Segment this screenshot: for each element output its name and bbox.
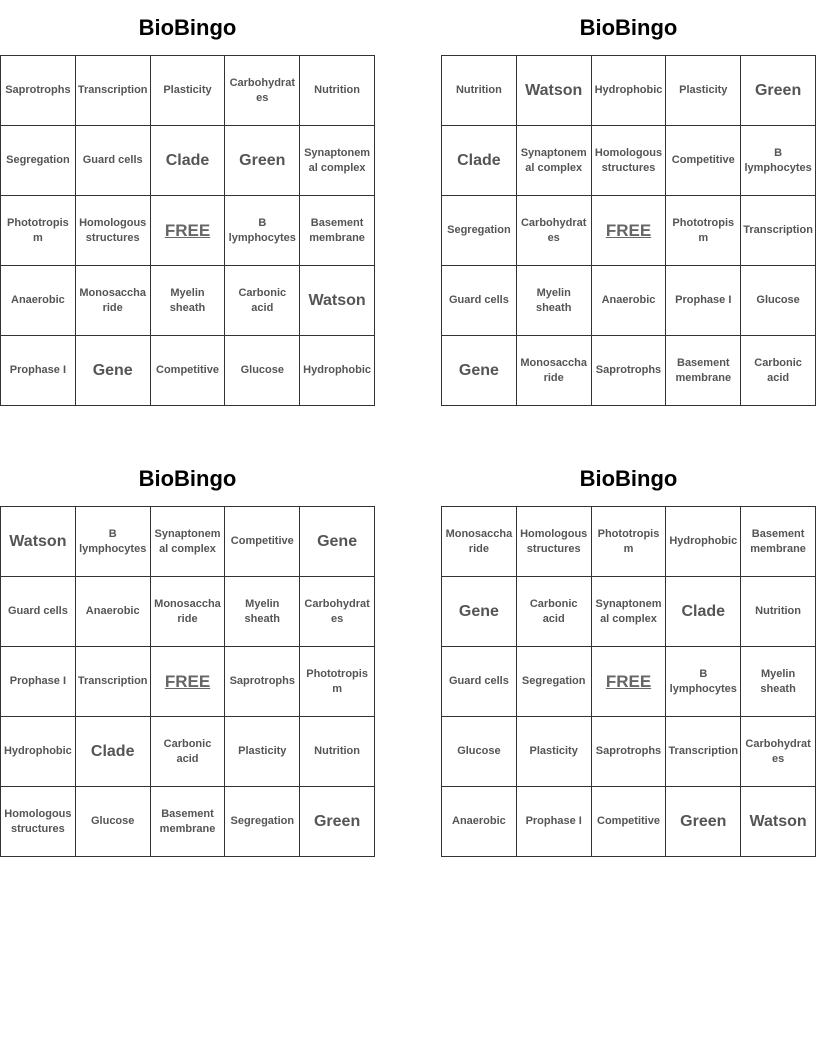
bingo-cell: Prophase I	[666, 266, 741, 336]
bingo-grid	[0, 55, 375, 406]
bingo-cell: Anaerobic	[442, 787, 517, 857]
bingo-cell: Basement membrane	[151, 787, 226, 857]
bingo-cell: Nutrition	[442, 56, 517, 126]
bingo-cell: Gene	[442, 336, 517, 406]
bingo-cell: Saprotrophs	[592, 336, 667, 406]
bingo-cell: Monosaccharide	[151, 577, 226, 647]
bingo-cell: Transcription	[666, 717, 741, 787]
bingo-cell: Transcription	[76, 56, 151, 126]
bingo-cell: Segregation	[517, 647, 592, 717]
bingo-cell: Synaptonemal complex	[592, 577, 667, 647]
bingo-cell: Carbohydrates	[300, 577, 375, 647]
card-title: BioBingo	[138, 466, 237, 491]
bingo-grid	[441, 55, 816, 406]
bingo-cell: Synaptonemal complex	[151, 507, 226, 577]
bingo-cell: Anaerobic	[1, 266, 76, 336]
bingo-cell: Basement membrane	[741, 507, 816, 577]
bingo-cell: B lymphocytes	[666, 647, 741, 717]
bingo-cell: Nutrition	[741, 577, 816, 647]
bingo-cell: Basement membrane	[300, 196, 375, 266]
bingo-cell: Myelin sheath	[517, 266, 592, 336]
bingo-cell: Competitive	[151, 336, 226, 406]
bingo-cell: Carbohydrates	[741, 717, 816, 787]
bingo-cell: Homologous structures	[517, 507, 592, 577]
bingo-cell: Phototropism	[300, 647, 375, 717]
bingo-cell: Glucose	[442, 717, 517, 787]
bingo-cell: Hydrophobic	[666, 507, 741, 577]
bingo-cell: B lymphocytes	[225, 196, 300, 266]
bingo-cell: Phototropism	[1, 196, 76, 266]
bingo-cell: Monosaccharide	[76, 266, 151, 336]
bingo-grid	[0, 506, 375, 857]
bingo-cell: Plasticity	[225, 717, 300, 787]
bingo-cell: Monosaccharide	[442, 507, 517, 577]
free-space-cell: FREE	[151, 647, 226, 717]
bingo-cell: Phototropism	[666, 196, 741, 266]
bingo-cell: Guard cells	[1, 577, 76, 647]
bingo-cell: Myelin sheath	[225, 577, 300, 647]
bingo-cell: Watson	[1, 507, 76, 577]
bingo-card-2	[441, 0, 816, 384]
card-title: BioBingo	[138, 15, 237, 40]
bingo-card-4	[441, 451, 816, 830]
bingo-cell: Watson	[741, 787, 816, 857]
bingo-cell: Saprotrophs	[225, 647, 300, 717]
bingo-cell: Plasticity	[151, 56, 226, 126]
bingo-cell: Transcription	[76, 647, 151, 717]
bingo-cell: Hydrophobic	[592, 56, 667, 126]
bingo-cell: Myelin sheath	[741, 647, 816, 717]
bingo-cell: Guard cells	[442, 266, 517, 336]
bingo-cell: Synaptonemal complex	[517, 126, 592, 196]
bingo-cell: Green	[225, 126, 300, 196]
bingo-card-3	[0, 451, 375, 835]
bingo-cell: Competitive	[225, 507, 300, 577]
bingo-cell: Basement membrane	[666, 336, 741, 406]
bingo-cell: Glucose	[741, 266, 816, 336]
bingo-cell: Green	[666, 787, 741, 857]
bingo-cell: Carbonic acid	[151, 717, 226, 787]
bingo-cell: Carbonic acid	[225, 266, 300, 336]
bingo-cell: Nutrition	[300, 56, 375, 126]
bingo-cell: Guard cells	[442, 647, 517, 717]
bingo-cell: Watson	[517, 56, 592, 126]
bingo-card-1	[0, 0, 375, 379]
bingo-cell: Carbohydrates	[517, 196, 592, 266]
bingo-cell: Glucose	[76, 787, 151, 857]
bingo-cell: B lymphocytes	[76, 507, 151, 577]
bingo-cell: Phototropism	[592, 507, 667, 577]
bingo-cell: Nutrition	[300, 717, 375, 787]
bingo-cell: Monosaccharide	[517, 336, 592, 406]
bingo-cell: Anaerobic	[592, 266, 667, 336]
bingo-cell: Clade	[151, 126, 226, 196]
bingo-cell: Anaerobic	[76, 577, 151, 647]
bingo-cell: Plasticity	[666, 56, 741, 126]
bingo-cell: B lymphocytes	[741, 126, 816, 196]
bingo-cell: Segregation	[225, 787, 300, 857]
bingo-cell: Clade	[666, 577, 741, 647]
bingo-cell: Hydrophobic	[1, 717, 76, 787]
bingo-cell: Competitive	[666, 126, 741, 196]
bingo-cell: Saprotrophs	[592, 717, 667, 787]
bingo-cell: Segregation	[442, 196, 517, 266]
bingo-cell: Gene	[76, 336, 151, 406]
bingo-cell: Green	[741, 56, 816, 126]
bingo-cell: Gene	[300, 507, 375, 577]
bingo-cell: Transcription	[741, 196, 816, 266]
bingo-cell: Homologous structures	[1, 787, 76, 857]
bingo-cell: Carbonic acid	[741, 336, 816, 406]
bingo-cell: Synaptonemal complex	[300, 126, 375, 196]
bingo-cell: Watson	[300, 266, 375, 336]
free-space-cell: FREE	[151, 196, 226, 266]
free-space-cell: FREE	[592, 196, 667, 266]
bingo-cell: Myelin sheath	[151, 266, 226, 336]
bingo-cell: Homologous structures	[592, 126, 667, 196]
bingo-grid	[441, 506, 816, 857]
card-title: BioBingo	[579, 466, 678, 491]
card-title: BioBingo	[579, 15, 678, 40]
bingo-cell: Prophase I	[1, 647, 76, 717]
bingo-cell: Segregation	[1, 126, 76, 196]
bingo-cell: Guard cells	[76, 126, 151, 196]
bingo-cell: Carbonic acid	[517, 577, 592, 647]
bingo-cell: Prophase I	[1, 336, 76, 406]
bingo-cell: Hydrophobic	[300, 336, 375, 406]
bingo-cell: Clade	[442, 126, 517, 196]
bingo-cell: Saprotrophs	[1, 56, 76, 126]
bingo-cell: Carbohydrates	[225, 56, 300, 126]
bingo-cell: Green	[300, 787, 375, 857]
bingo-cell: Homologous structures	[76, 196, 151, 266]
bingo-cell: Prophase I	[517, 787, 592, 857]
free-space-cell: FREE	[592, 647, 667, 717]
bingo-cell: Gene	[442, 577, 517, 647]
bingo-cell: Plasticity	[517, 717, 592, 787]
bingo-cell: Competitive	[592, 787, 667, 857]
bingo-cell: Clade	[76, 717, 151, 787]
bingo-cell: Glucose	[225, 336, 300, 406]
